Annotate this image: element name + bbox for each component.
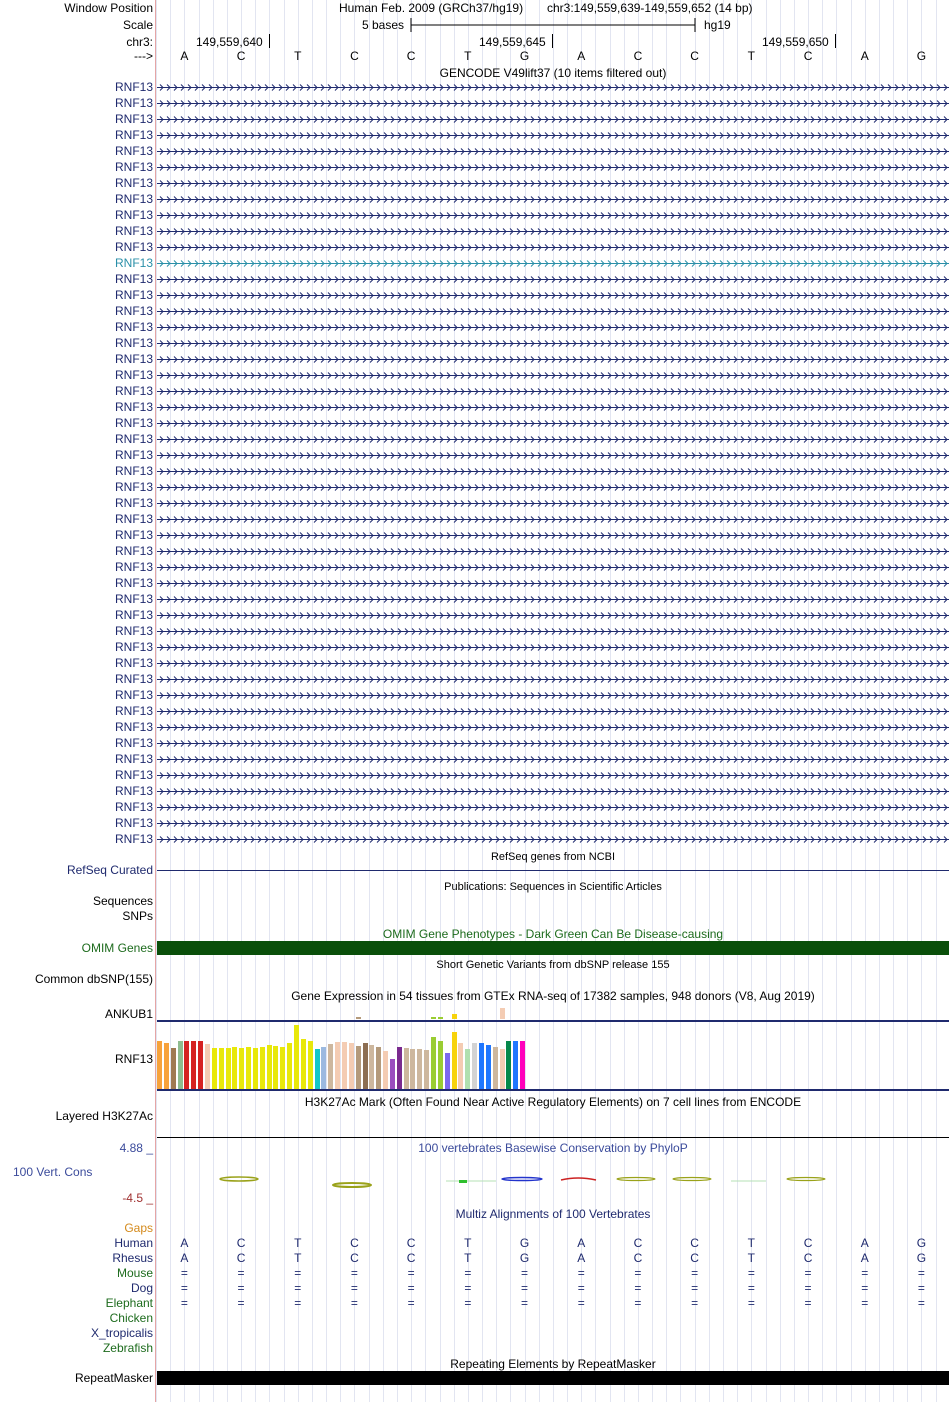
refseq-gene-line[interactable] <box>157 870 949 871</box>
gencode-transcript-line[interactable] <box>157 595 949 604</box>
multiz-base: C <box>350 1236 359 1250</box>
gencode-transcript-line[interactable] <box>157 611 949 620</box>
gtex-rnf13-bar[interactable] <box>500 1049 505 1089</box>
gencode-transcript-line[interactable] <box>157 259 949 268</box>
multiz-base: = <box>634 1296 642 1310</box>
gencode-transcript-label[interactable]: RNF13 <box>114 512 153 526</box>
gtex-rnf13-bar[interactable] <box>280 1047 285 1089</box>
gencode-transcript-label[interactable]: RNF13 <box>114 128 153 142</box>
gencode-transcript-label[interactable]: RNF13 <box>114 576 153 590</box>
gtex-rnf13-bar[interactable] <box>164 1043 169 1089</box>
multiz-base: C <box>690 1251 699 1265</box>
multiz-base: = <box>804 1266 812 1280</box>
dbsnp-track-title[interactable]: Short Genetic Variants from dbSNP release 155 <box>436 959 670 971</box>
multiz-base: T <box>747 1236 756 1250</box>
gencode-transcript-label[interactable]: RNF13 <box>114 768 153 782</box>
multiz-base: C <box>350 1251 359 1265</box>
gencode-transcript-label[interactable]: RNF13 <box>114 208 153 222</box>
gencode-transcript-line[interactable] <box>157 403 949 412</box>
gtex-rnf13-bar[interactable] <box>410 1049 415 1089</box>
gtex-rnf13-bar[interactable] <box>438 1041 443 1089</box>
multiz-base: = <box>521 1266 529 1280</box>
multiz-base: = <box>180 1281 188 1295</box>
base-10: C <box>690 49 699 63</box>
h3k27ac-label[interactable]: Layered H3K27Ac <box>55 1109 153 1123</box>
gtex-rnf13-bar[interactable] <box>404 1048 409 1089</box>
gencode-transcript-label[interactable]: RNF13 <box>114 800 153 814</box>
gtex-rnf13-bar[interactable] <box>184 1041 189 1089</box>
gtex-rnf13-bar[interactable] <box>390 1059 395 1089</box>
multiz-base: = <box>350 1296 358 1310</box>
gtex-rnf13-bar[interactable] <box>212 1048 217 1089</box>
multiz-species-chicken[interactable]: Chicken <box>109 1311 153 1325</box>
gtex-rnf13-bar[interactable] <box>308 1041 313 1089</box>
gencode-transcript-label[interactable]: RNF13 <box>114 400 153 414</box>
gencode-transcript-label[interactable]: RNF13 <box>114 224 153 238</box>
gencode-transcript-line[interactable] <box>157 483 949 492</box>
multiz-base: = <box>691 1266 699 1280</box>
gtex-rnf13-bar[interactable] <box>506 1041 511 1089</box>
gtex-rnf13-bar[interactable] <box>294 1025 299 1089</box>
multiz-base: = <box>691 1296 699 1310</box>
multiz-base: = <box>180 1296 188 1310</box>
tick-label-1: 149,559,640 <box>196 35 263 49</box>
gencode-transcript-line[interactable] <box>157 803 949 812</box>
multiz-base: = <box>577 1296 585 1310</box>
gencode-transcript-line[interactable] <box>157 835 949 844</box>
repeatmasker-label[interactable]: RepeatMasker <box>74 1371 153 1385</box>
multiz-base: C <box>633 1251 643 1265</box>
gencode-transcript-line[interactable] <box>157 627 949 636</box>
gencode-transcript-line[interactable] <box>157 131 949 140</box>
multiz-base: = <box>407 1266 415 1280</box>
gtex-rnf13-bar[interactable] <box>369 1045 374 1089</box>
multiz-species-x_tropicalis[interactable]: X_tropicalis <box>90 1326 153 1340</box>
gencode-transcript-label[interactable]: RNF13 <box>114 816 153 830</box>
gencode-transcript-label[interactable]: RNF13 <box>114 192 153 206</box>
gencode-transcript-line[interactable] <box>157 659 949 668</box>
multiz-base: G <box>916 1236 927 1250</box>
gtex-rnf13-bar[interactable] <box>520 1041 525 1089</box>
gtex-rnf13-bar[interactable] <box>417 1049 422 1089</box>
base-1: A <box>180 49 189 63</box>
gtex-ankub1-bar[interactable] <box>500 1008 505 1019</box>
gencode-transcript-label[interactable]: RNF13 <box>114 272 153 286</box>
gencode-transcript-label[interactable]: RNF13 <box>114 176 153 190</box>
multiz-base: = <box>804 1281 812 1295</box>
gencode-transcript-line[interactable] <box>157 211 949 220</box>
base-3: T <box>294 49 302 63</box>
gencode-transcript-line[interactable] <box>157 467 949 476</box>
tick-mark-1 <box>269 34 270 48</box>
base-2: C <box>236 49 246 63</box>
gtex-rnf13-bar[interactable] <box>219 1048 224 1089</box>
multiz-base: = <box>634 1266 642 1280</box>
multiz-base: = <box>917 1281 925 1295</box>
multiz-base: = <box>237 1281 245 1295</box>
gtex-rnf13-bar[interactable] <box>328 1044 333 1089</box>
gencode-transcript-label[interactable]: RNF13 <box>114 640 153 654</box>
multiz-track-title[interactable]: Multiz Alignments of 100 Vertebrates <box>455 1207 651 1221</box>
gencode-transcript-line[interactable] <box>157 419 949 428</box>
gtex-rnf13-bar[interactable] <box>431 1037 436 1089</box>
gencode-track-title[interactable]: GENCODE V49lift37 (10 items filtered out) <box>439 66 667 80</box>
multiz-base: T <box>294 1236 302 1250</box>
gencode-transcript-line[interactable] <box>157 179 949 188</box>
scale-label: Scale <box>122 18 153 32</box>
gencode-transcript-line[interactable] <box>157 723 949 732</box>
gencode-transcript-label[interactable]: RNF13 <box>114 464 153 478</box>
gtex-rnf13-bar[interactable] <box>397 1047 402 1089</box>
gencode-transcript-line[interactable] <box>157 643 949 652</box>
multiz-species-zebrafish[interactable]: Zebrafish <box>102 1341 153 1355</box>
gtex-rnf13-bar[interactable] <box>232 1047 237 1089</box>
publications-sequences-label[interactable]: Sequences <box>92 894 153 908</box>
gtex-rnf13-bar[interactable] <box>349 1043 354 1089</box>
gencode-transcript-line[interactable] <box>157 771 949 780</box>
gencode-transcript-label[interactable]: RNF13 <box>114 672 153 686</box>
gtex-rnf13-bar[interactable] <box>246 1047 251 1089</box>
gtex-rnf13-bar[interactable] <box>321 1047 326 1089</box>
gtex-rnf13-bar[interactable] <box>452 1032 457 1089</box>
gencode-transcript-line[interactable] <box>157 243 949 252</box>
gencode-transcript-label[interactable]: RNF13 <box>114 256 153 270</box>
gencode-transcript-label[interactable]: RNF13 <box>114 592 153 606</box>
repeatmasker-feature-bar[interactable] <box>157 1371 949 1385</box>
multiz-base: = <box>180 1266 188 1280</box>
window-position-label: Window Position <box>64 1 153 15</box>
multiz-base: = <box>861 1296 869 1310</box>
multiz-base: T <box>294 1251 302 1265</box>
gtex-rnf13-bar[interactable] <box>383 1051 388 1089</box>
gencode-transcript-label[interactable]: RNF13 <box>114 416 153 430</box>
gencode-transcript-label[interactable]: RNF13 <box>114 352 153 366</box>
gencode-transcript-line[interactable] <box>157 307 949 316</box>
base-6: T <box>464 49 472 63</box>
phylop-max: 4.88 _ <box>119 1141 153 1155</box>
gencode-transcript-label[interactable]: RNF13 <box>114 544 153 558</box>
gtex-gene-ankub1[interactable]: ANKUB1 <box>104 1007 153 1021</box>
omim-label[interactable]: OMIM Genes <box>81 941 153 955</box>
gtex-rnf13-bar[interactable] <box>267 1045 272 1089</box>
gencode-transcript-line[interactable] <box>157 291 949 300</box>
gtex-rnf13-bar[interactable] <box>486 1045 491 1089</box>
gtex-ankub1-bar[interactable] <box>431 1017 436 1019</box>
multiz-base: = <box>747 1281 755 1295</box>
gencode-transcript-label[interactable]: RNF13 <box>114 384 153 398</box>
gencode-transcript-line[interactable] <box>157 563 949 572</box>
gtex-rnf13-bar[interactable] <box>356 1046 361 1089</box>
multiz-base: A <box>860 1236 869 1250</box>
gtex-track-title[interactable]: Gene Expression in 54 tissues from GTEx RNA-seq of 17382 samples, 948 donors (V8, Aug 2019) <box>291 989 815 1003</box>
multiz-base: = <box>464 1296 472 1310</box>
db-label: hg19 <box>704 18 731 32</box>
multiz-base: = <box>237 1266 245 1280</box>
gencode-transcript-label[interactable]: RNF13 <box>114 608 153 622</box>
gtex-ankub1-bar[interactable] <box>452 1014 457 1019</box>
gencode-transcript-label[interactable]: RNF13 <box>114 112 153 126</box>
gencode-transcript-label[interactable]: RNF13 <box>114 496 153 510</box>
gtex-rnf13-bar[interactable] <box>493 1047 498 1089</box>
multiz-base: T <box>747 1251 756 1265</box>
multiz-base: C <box>406 1251 416 1265</box>
gencode-transcript-label[interactable]: RNF13 <box>114 656 153 670</box>
gtex-rnf13-bar[interactable] <box>178 1041 183 1089</box>
gencode-transcript-line[interactable] <box>157 499 949 508</box>
position-range[interactable]: chr3:149,559,639-149,559,652 (14 bp) <box>547 1 753 15</box>
tick-mark-3 <box>835 34 836 48</box>
gencode-transcript-line[interactable] <box>157 787 949 796</box>
omim-track-title[interactable]: OMIM Gene Phenotypes - Dark Green Can Be Disease-causing <box>382 927 724 941</box>
gencode-transcript-line[interactable] <box>157 147 949 156</box>
gtex-ankub1-bar[interactable] <box>438 1017 443 1019</box>
phylop-min: -4.5 _ <box>122 1191 153 1205</box>
gencode-transcript-line[interactable] <box>157 99 949 108</box>
scale-bar <box>410 17 698 33</box>
gencode-transcript-label[interactable]: RNF13 <box>114 704 153 718</box>
multiz-base: = <box>464 1266 472 1280</box>
gencode-transcript-line[interactable] <box>157 819 949 828</box>
base-9: C <box>633 49 643 63</box>
tick-label-2: 149,559,645 <box>479 35 546 49</box>
multiz-base: = <box>861 1266 869 1280</box>
multiz-base: C <box>690 1236 699 1250</box>
gencode-transcript-label[interactable]: RNF13 <box>114 752 153 766</box>
gencode-transcript-label[interactable]: RNF13 <box>114 80 153 94</box>
gencode-transcript-line[interactable] <box>157 515 949 524</box>
multiz-base: C <box>803 1236 813 1250</box>
gencode-transcript-label[interactable]: RNF13 <box>114 448 153 462</box>
gencode-transcript-line[interactable] <box>157 739 949 748</box>
multiz-base: C <box>633 1236 643 1250</box>
gtex-rnf13-bar[interactable] <box>253 1048 258 1089</box>
multiz-base: = <box>294 1281 302 1295</box>
repeatmasker-track-title[interactable]: Repeating Elements by RepeatMasker <box>450 1357 656 1371</box>
gencode-transcript-label[interactable]: RNF13 <box>114 368 153 382</box>
multiz-base: T <box>464 1236 472 1250</box>
gencode-transcript-line[interactable] <box>157 83 949 92</box>
multiz-gaps-label[interactable]: Gaps <box>124 1221 153 1235</box>
base-8: A <box>577 49 586 63</box>
base-13: A <box>860 49 869 63</box>
gtex-rnf13-bar[interactable] <box>287 1043 292 1089</box>
multiz-base: = <box>350 1281 358 1295</box>
gencode-transcript-label[interactable]: RNF13 <box>114 304 153 318</box>
gtex-rnf13-bar[interactable] <box>301 1039 306 1089</box>
gtex-rnf13-bar[interactable] <box>479 1043 484 1089</box>
gtex-rnf13-bar[interactable] <box>424 1050 429 1089</box>
gtex-rnf13-bar[interactable] <box>363 1043 368 1089</box>
gtex-rnf13-bar[interactable] <box>472 1043 477 1089</box>
multiz-base: = <box>917 1296 925 1310</box>
gencode-transcript-line[interactable] <box>157 323 949 332</box>
gtex-rnf13-bar[interactable] <box>513 1041 518 1089</box>
gencode-transcript-line[interactable] <box>157 755 949 764</box>
gencode-transcript-label[interactable]: RNF13 <box>114 160 153 174</box>
gtex-rnf13-bar[interactable] <box>458 1043 463 1089</box>
multiz-base: G <box>519 1251 530 1265</box>
gencode-transcript-line[interactable] <box>157 691 949 700</box>
gencode-transcript-line[interactable] <box>157 675 949 684</box>
multiz-base: A <box>180 1236 189 1250</box>
label-separator <box>155 0 156 1402</box>
gtex-rnf13-bar[interactable] <box>445 1053 450 1089</box>
multiz-species-human[interactable]: Human <box>114 1236 153 1250</box>
gencode-transcript-line[interactable] <box>157 355 949 364</box>
gencode-transcript-line[interactable] <box>157 227 949 236</box>
multiz-base: = <box>747 1266 755 1280</box>
gencode-transcript-label[interactable]: RNF13 <box>114 720 153 734</box>
gencode-transcript-label[interactable]: RNF13 <box>114 320 153 334</box>
gtex-rnf13-gene-line <box>157 1089 949 1091</box>
multiz-base: C <box>236 1251 246 1265</box>
gencode-transcript-label[interactable]: RNF13 <box>114 624 153 638</box>
multiz-base: A <box>860 1251 869 1265</box>
gencode-transcript-label[interactable]: RNF13 <box>114 96 153 110</box>
omim-feature-bar[interactable] <box>157 941 949 955</box>
phylop-signal[interactable] <box>156 1170 950 1190</box>
base-11: T <box>747 49 756 63</box>
base-4: C <box>350 49 359 63</box>
tick-mark-2 <box>552 34 553 48</box>
multiz-base: = <box>350 1266 358 1280</box>
strand-label: ---> <box>134 49 153 63</box>
multiz-base: C <box>236 1236 246 1250</box>
gencode-transcript-line[interactable] <box>157 435 949 444</box>
multiz-species-rhesus[interactable]: Rhesus <box>112 1251 153 1265</box>
gencode-transcript-line[interactable] <box>157 531 949 540</box>
gtex-rnf13-bar[interactable] <box>260 1047 265 1089</box>
multiz-base: = <box>464 1281 472 1295</box>
multiz-base: = <box>747 1296 755 1310</box>
h3k27ac-track-title[interactable]: H3K27Ac Mark (Often Found Near Active Regulatory Elements) on 7 cell lines from ENCODE <box>304 1095 802 1109</box>
gencode-transcript-line[interactable] <box>157 579 949 588</box>
multiz-base: T <box>464 1251 472 1265</box>
gencode-transcript-label[interactable]: RNF13 <box>114 288 153 302</box>
gencode-transcript-label[interactable]: RNF13 <box>114 432 153 446</box>
gencode-transcript-line[interactable] <box>157 547 949 556</box>
multiz-base: = <box>407 1281 415 1295</box>
assembly-name: Human Feb. 2009 (GRCh37/hg19) <box>339 1 524 15</box>
multiz-base: = <box>577 1281 585 1295</box>
gtex-rnf13-bar[interactable] <box>157 1041 162 1089</box>
multiz-base: = <box>861 1281 869 1295</box>
phylop-track-title[interactable]: 100 vertebrates Basewise Conservation by PhyloP <box>418 1141 688 1155</box>
gencode-transcript-line[interactable] <box>157 275 949 284</box>
base-12: C <box>803 49 813 63</box>
multiz-base: = <box>917 1266 925 1280</box>
gtex-rnf13-bar[interactable] <box>273 1046 278 1089</box>
refseq-label[interactable]: RefSeq Curated <box>66 863 153 877</box>
gtex-gene-rnf13[interactable]: RNF13 <box>114 1052 153 1066</box>
gtex-rnf13-bar[interactable] <box>226 1048 231 1089</box>
multiz-base: = <box>691 1281 699 1295</box>
gencode-transcript-label[interactable]: RNF13 <box>114 144 153 158</box>
multiz-species-dog[interactable]: Dog <box>130 1281 153 1295</box>
multiz-base: A <box>577 1236 586 1250</box>
phylop-label[interactable]: 100 Vert. Cons <box>13 1165 93 1179</box>
gtex-rnf13-bar[interactable] <box>171 1048 176 1089</box>
gencode-transcript-label[interactable]: RNF13 <box>114 688 153 702</box>
gencode-transcript-label[interactable]: RNF13 <box>114 240 153 254</box>
gtex-rnf13-bar[interactable] <box>191 1041 196 1089</box>
h3k27ac-baseline <box>157 1137 949 1138</box>
multiz-base: C <box>803 1251 813 1265</box>
gtex-rnf13-bar[interactable] <box>239 1048 244 1089</box>
gtex-rnf13-bar[interactable] <box>342 1042 347 1089</box>
multiz-base: = <box>634 1281 642 1295</box>
multiz-base: A <box>577 1251 586 1265</box>
base-7: G <box>519 49 530 63</box>
multiz-base: = <box>237 1296 245 1310</box>
multiz-base: A <box>180 1251 189 1265</box>
gtex-rnf13-bar[interactable] <box>205 1044 210 1089</box>
gtex-rnf13-bar[interactable] <box>315 1049 320 1089</box>
gtex-rnf13-bar[interactable] <box>198 1041 203 1089</box>
tick-label-3: 149,559,650 <box>762 35 829 49</box>
gencode-transcript-line[interactable] <box>157 163 949 172</box>
gencode-transcript-line[interactable] <box>157 339 949 348</box>
multiz-base: = <box>577 1266 585 1280</box>
gencode-transcript-line[interactable] <box>157 115 949 124</box>
gencode-transcript-label[interactable]: RNF13 <box>114 832 153 846</box>
multiz-base: G <box>916 1251 927 1265</box>
dbsnp-label[interactable]: Common dbSNP(155) <box>34 972 153 986</box>
multiz-base: = <box>294 1266 302 1280</box>
gencode-transcript-label[interactable]: RNF13 <box>114 736 153 750</box>
multiz-species-mouse[interactable]: Mouse <box>116 1266 153 1280</box>
multiz-species-elephant[interactable]: Elephant <box>105 1296 153 1310</box>
gencode-transcript-label[interactable]: RNF13 <box>114 528 153 542</box>
gencode-transcript-line[interactable] <box>157 707 949 716</box>
multiz-base: = <box>804 1296 812 1310</box>
scale-text: 5 bases <box>362 18 405 32</box>
gencode-transcript-line[interactable] <box>157 451 949 460</box>
multiz-base: = <box>407 1296 415 1310</box>
base-14: G <box>916 49 927 63</box>
multiz-base: = <box>294 1296 302 1310</box>
gtex-rnf13-bar[interactable] <box>376 1047 381 1089</box>
base-5: C <box>406 49 416 63</box>
gencode-transcript-label[interactable]: RNF13 <box>114 480 153 494</box>
multiz-base: = <box>521 1296 529 1310</box>
gencode-transcript-label[interactable]: RNF13 <box>114 784 153 798</box>
gencode-transcript-label[interactable]: RNF13 <box>114 560 153 574</box>
gencode-transcript-line[interactable] <box>157 387 949 396</box>
gtex-ankub1-bar[interactable] <box>356 1017 361 1019</box>
multiz-base: C <box>406 1236 416 1250</box>
gencode-transcript-line[interactable] <box>157 371 949 380</box>
publications-snps-label[interactable]: SNPs <box>122 909 153 923</box>
chrom-label: chr3: <box>126 35 153 49</box>
refseq-track-title[interactable]: RefSeq genes from NCBI <box>490 851 616 863</box>
publications-track-title[interactable]: Publications: Sequences in Scientific Articles <box>444 881 662 893</box>
gtex-ankub1-gene-line <box>157 1020 949 1022</box>
gtex-rnf13-bar[interactable] <box>465 1049 470 1089</box>
multiz-base: = <box>521 1281 529 1295</box>
gtex-rnf13-bar[interactable] <box>335 1042 340 1089</box>
gencode-transcript-line[interactable] <box>157 195 949 204</box>
gencode-transcript-label[interactable]: RNF13 <box>114 336 153 350</box>
multiz-base: G <box>519 1236 530 1250</box>
